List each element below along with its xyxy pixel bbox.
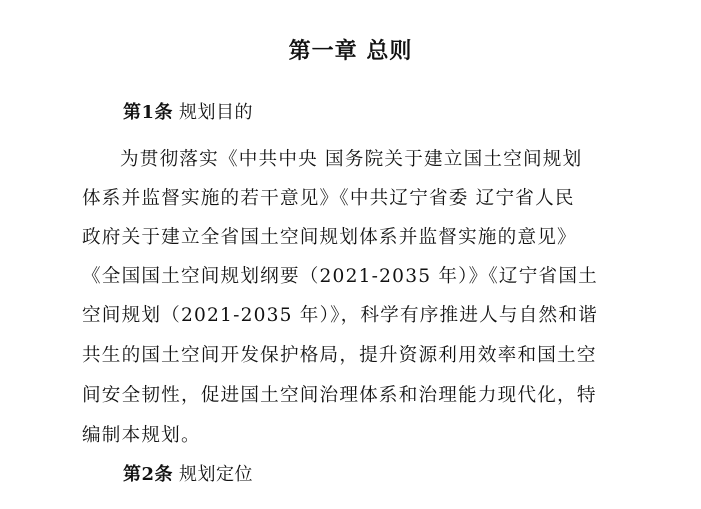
article-1-line-2: 体系并监督实施的若干意见》《中共辽宁省委 辽宁省人民 xyxy=(82,188,575,209)
article-1-line-4: 《全国国土空间规划纲要（2021-2035 年）》《辽宁省国土 xyxy=(82,266,598,287)
article-1-title: 规划目的 xyxy=(179,102,254,123)
article-1-line-3: 政府关于建立全省国土空间规划体系并监督实施的意见》 xyxy=(82,227,577,248)
article-2-number: 第2条 xyxy=(123,464,174,485)
article-1-line-8: 编制本规划。 xyxy=(82,425,201,446)
article-1-line-6: 共生的国土空间开发保护格局，提升资源利用效率和国土空 xyxy=(82,345,597,366)
article-2-heading xyxy=(123,460,253,486)
article-1-line-5: 空间规划（2021-2035 年）》，科学有序推进人与自然和谐 xyxy=(82,305,598,326)
chapter-title: 第一章 总则 xyxy=(288,38,413,64)
article-2-title: 规划定位 xyxy=(179,464,254,485)
article-1-line-1: 为贯彻落实《中共中央 国务院关于建立国土空间规划 xyxy=(120,149,583,170)
article-1-heading xyxy=(123,98,253,124)
article-1-number: 第1条 xyxy=(123,102,174,123)
cut-off-text-line xyxy=(120,496,630,509)
article-1-line-7: 间安全韧性，促进国土空间治理体系和治理能力现代化，特 xyxy=(82,385,597,406)
